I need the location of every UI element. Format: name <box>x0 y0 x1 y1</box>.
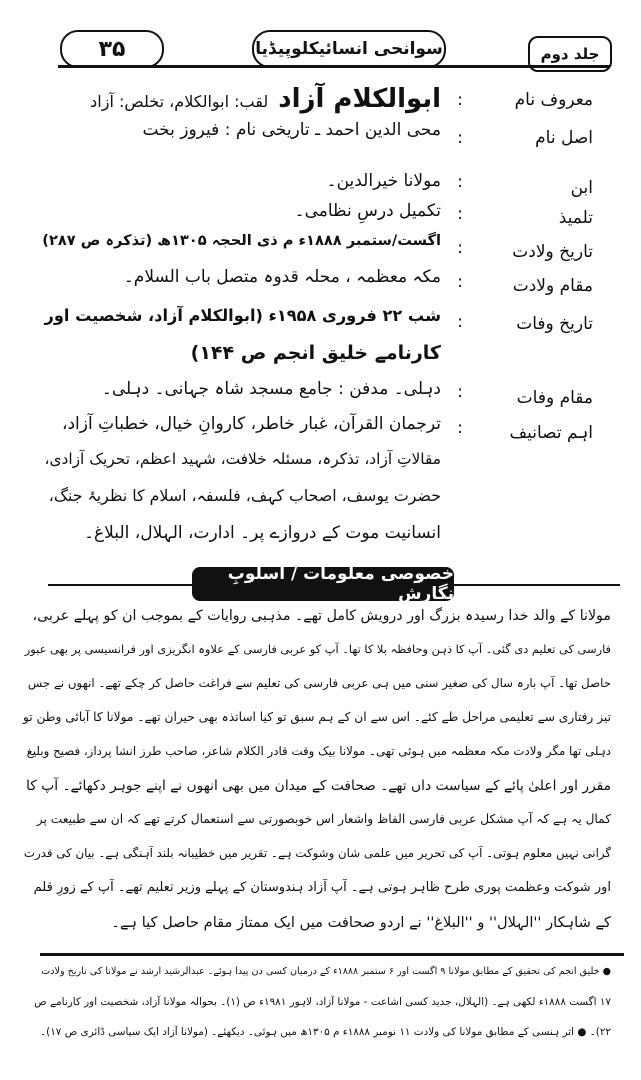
paragraph-line: مولانا کے والد خدا رسیدہ بزرگ اور درویش کامل تھے۔ مذہبی روایات کے بموجب ان کو پہلے عربی، <box>32 608 611 624</box>
field-separator: : <box>457 272 463 292</box>
field-value-pupil: تکمیل درسِ نظامی۔ <box>294 201 441 221</box>
field-value-real-name: محی الدین احمد ـ تاریخی نام : فیروز بخت <box>142 120 441 140</box>
field-label-known-name: معروف نام <box>514 90 593 110</box>
known-name: ابوالکلام آزاد <box>278 84 441 114</box>
section-title: خصوصی معلومات / اسلوبِ نگارش <box>192 567 454 601</box>
field-value-works-line: انسانیت موت کے دروازے پر۔ ادارت، الہلال، البلاغ۔ <box>84 523 441 543</box>
footnote-line: ۱۷ اگست ۱۸۸۸ء لکھی ہے۔ (الہلال، جدید کسی اشاعت - مولانا آزاد، لاہور ۱۹۸۱ء ص (۱)۔ بحوالہ مولانا آزاد، شخصیت اور کارنامے ص <box>34 996 611 1008</box>
field-separator: : <box>457 238 463 258</box>
paragraph-line: کے شاہکار ''الہلال'' و ''البلاغ'' نے اردو صحافت میں ایک ممتاز مقام حاصل کیا ہے۔ <box>111 914 611 931</box>
field-value-works: ترجمان القرآن، غبار خاطر، کاروانِ خیال، خطباتِ آزاد، <box>61 414 441 434</box>
field-label-death-place: مقام وفات <box>516 388 593 408</box>
field-value-works-line: مقالاتِ آزاد، تذکرہ، مسئلہ خلافت، شہید اعظم، تحریک آزادی، <box>44 450 441 468</box>
field-separator: : <box>457 204 463 224</box>
title-and-pen-name: لقب: ابوالکلام، تخلص: آزاد <box>90 92 269 111</box>
footnote-line: ۲۲)۔ ● اثر ہنسی کے مطابق مولانا کی ولادت ۱۱ نومبر ۱۸۸۸ء م ۱۳۰۵ھ میں ہوئی۔ دیکھئے۔ (مولانا آزاد ایک سیاسی ڈائری ص ۱۷)۔ <box>40 1026 611 1038</box>
volume-label: جلد دوم <box>528 36 612 72</box>
paragraph-line: کمال یہ ہے کہ آپ مشکل عربی فارسی الفاظ واشعار اس خوبصورتی سے استعمال کرتے تھے کہ ان سے طبیعت پر <box>36 812 611 826</box>
field-label-works: اہم تصانیف <box>509 423 593 443</box>
book-title: سوانحی انسائیکلوپیڈیا <box>252 30 446 68</box>
field-separator: : <box>457 128 463 148</box>
header-rule <box>58 65 610 68</box>
field-label-birth-place: مقام ولادت <box>512 276 593 296</box>
field-label-birth-date: تاریخ ولادت <box>512 242 593 262</box>
field-value-works-line: حضرت یوسف، اصحاب کہف، فلسفہ، اسلام کا نظریۂ جنگ، <box>48 486 441 505</box>
field-separator: : <box>457 90 463 110</box>
field-value-known-name <box>90 84 441 114</box>
paragraph-line: اور شوکت وعظمت پوری طرح ظاہر ہوتی ہے۔ آپ آزاد ہندوستان کے پہلے وزیر تعلیم تھے۔ آپ کے زورِ قلم <box>33 880 611 895</box>
field-value-death-date-cont: کارنامے خلیق انجم ص ۱۴۴) <box>190 342 441 364</box>
page-number: ۳۵ <box>60 30 164 68</box>
paragraph-line: فارسی کی تعلیم دی گئی۔ آپ کا ذہن وحافظہ بلا کا تھا۔ آپ کو عربی فارسی کے علاوہ انگریزی اور فرانسیسی پر بھی عبور <box>24 642 611 656</box>
paragraph-line: گرانی نہیں معلوم ہوتی۔ آپ کی تحریر میں علمی شان وشوکت ہے۔ تقریر میں خطیبانہ بلند آہنگی ہے۔ بیان کی قدرت <box>23 846 611 860</box>
field-value-birth-place: مکہ معظمہ ، محلہ قدوہ متصل باب السلام۔ <box>123 267 441 287</box>
field-separator: : <box>457 418 463 438</box>
footnote-rule <box>40 953 624 956</box>
paragraph-line: حاصل تھا۔ آپ بارہ سال کی صغیر سنی میں ہی عربی فارسی کی تعلیم سے فراغت حاصل کر چکے تھے۔ انھوں نے جس <box>27 676 611 690</box>
field-value-death-date: شب ۲۲ فروری ۱۹۵۸ء (ابوالکلام آزاد، شخصیت اور <box>44 306 441 325</box>
field-label-real-name: اصل نام <box>535 128 593 148</box>
field-label-father: ابن <box>570 178 593 198</box>
field-value-birth-date: اگست/ستمبر ۱۸۸۸ء م ذی الحجہ ۱۳۰۵ھ (تذکرہ ص ۲۸۷) <box>42 232 441 249</box>
paragraph-line: دہلی تھا مگر ولادت مکہ معظمہ میں ہوئی تھی۔ مولانا بیک وقت قادر الکلام شاعر، صاحب طرز انشا پرداز، فصیح وبلیغ <box>26 744 611 758</box>
field-separator: : <box>457 312 463 332</box>
field-separator: : <box>457 382 463 402</box>
field-label-death-date: تاریخ وفات <box>516 314 593 334</box>
field-value-father: مولانا خیرالدین۔ <box>326 171 441 191</box>
footnote-line: ● خلیق انجم کی تحقیق کے مطابق مولانا ۹ اگست اور ۶ ستمبر ۱۸۸۸ء کے درمیان کسی دن پیدا ہوئے۔ عبدالرشید ارشد نے مولانا کی تاریخ ولادت <box>41 966 611 977</box>
section-rule-left <box>48 584 192 586</box>
paragraph-line: تیز رفتاری سے تعلیمی مراحل طے کئے۔ اس سے ان کے ہم سبق تو کیا اساتذہ بھی حیران تھے۔ مولانا کا آبائی وطن تو <box>22 710 611 724</box>
field-value-death-place: دہلی۔ مدفن : جامع مسجد شاہ جہانی۔ دہلی۔ <box>101 379 441 399</box>
field-separator: : <box>457 172 463 192</box>
section-rule-right <box>454 584 620 586</box>
field-label-pupil: تلمیذ <box>558 208 593 228</box>
paragraph-line: مقرر اور اعلیٰ پائے کے سیاست داں تھے۔ صحافت کے میدان میں بھی انھوں نے اپنے جوہر دکھائے۔ آپ کا <box>26 778 611 794</box>
